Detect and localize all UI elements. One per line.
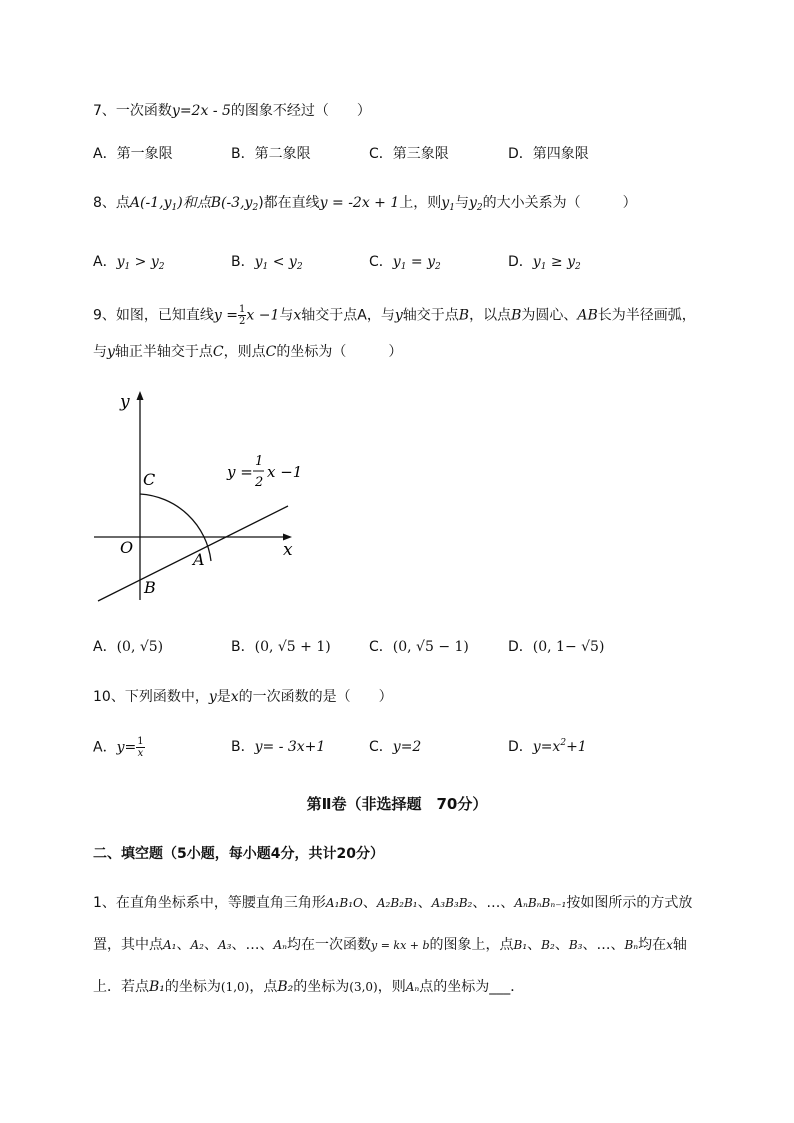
option-op: > (130, 254, 151, 270)
q9-ab: AB (577, 307, 598, 324)
q9-text: ，以点 (469, 307, 512, 324)
option-op: ≥ (546, 254, 568, 270)
q9-rest: x −1 (246, 307, 280, 324)
y-axis-arrow (137, 391, 144, 400)
q7-option-b: B．第二象限 (231, 146, 311, 162)
option-label: D． (508, 254, 533, 270)
option-label: A． (93, 639, 117, 655)
q8-option-a (93, 251, 165, 272)
q10-option-d (508, 736, 587, 756)
option-op: < (268, 254, 289, 270)
section-title: 第Ⅱ卷（非选择题 70分） (306, 795, 488, 813)
option-rhs: y (427, 254, 435, 270)
fraction-denominator: 2 (239, 316, 246, 327)
option-sub: 1 (540, 262, 547, 272)
option-lhs: y (532, 254, 541, 270)
fill1-text: 的坐标为 (164, 979, 221, 995)
fill1-dots: 、…、 (231, 937, 274, 953)
q8-text: 上，则 (399, 195, 442, 211)
point-c-label: C (143, 470, 156, 489)
fill1-text: 的图象上，点 (429, 937, 514, 953)
fill1-math: B₂ (277, 979, 294, 995)
q8-text: 的大小关系为（ ） (482, 195, 637, 211)
fill1-text: 点的坐标为___． (419, 979, 525, 995)
q9-c: C (212, 344, 224, 360)
q8-point-a-sub: 1 (171, 203, 178, 213)
q9-text: ，则点 (223, 344, 266, 360)
fraction-numerator: 1 (239, 304, 246, 315)
fill1-text: 均在 (638, 937, 667, 953)
fill1-text: 按如图所示的方式放 (566, 895, 693, 911)
fill1-text: 均在一次函数 (286, 937, 371, 953)
option-sub: 2 (575, 262, 581, 272)
option-sub: 1 (262, 262, 269, 272)
q7-option-a: A．第一象限 (93, 146, 173, 162)
fill1-text: 的坐标为 (293, 979, 350, 995)
q9-stem-line2 (93, 341, 402, 361)
option-sub: 2 (435, 262, 441, 272)
q8-point-b: B(-3,y (210, 195, 253, 211)
option-value: (0, √5 − 1) (392, 639, 469, 655)
q9-yeq: y = (213, 307, 239, 324)
fill1-function: y = kx + b (370, 939, 430, 952)
q10-text: 是 (216, 689, 231, 705)
fraction-denominator: x (137, 748, 144, 759)
q9-text: 轴交于点 (402, 307, 459, 324)
fill1-math: A₁ (163, 938, 177, 952)
fill1-math: B₃ (568, 938, 583, 952)
fill1-text: ，点 (249, 979, 278, 995)
q9-text: 与 (279, 307, 294, 324)
q8-y1: y (441, 195, 450, 211)
fill1-math: Aₙ (405, 980, 420, 994)
option-label: B． (231, 639, 255, 655)
fill1-line3 (93, 976, 524, 996)
q8-line-expr: y = -2x + 1 (319, 195, 400, 211)
fraction-numerator: 1 (137, 736, 144, 747)
fill1-math: B₁ (513, 938, 528, 952)
equation-denominator: 2 (255, 475, 264, 490)
q9-text: 为圆心、 (521, 307, 578, 324)
fill1-sep: 、 (362, 895, 377, 911)
fill1-x: x (666, 938, 673, 952)
option-fraction (136, 736, 144, 759)
option-label: B． (231, 739, 255, 755)
fill1-coord: (1,0) (220, 980, 250, 994)
option-tail: +1 (566, 739, 587, 755)
q9-b: B (511, 307, 522, 324)
q10-option-c (369, 736, 421, 756)
option-label: B． (231, 254, 255, 270)
q9-text: 与 (93, 344, 107, 360)
q10-y: y (208, 689, 217, 705)
q8-y1-sub: 1 (449, 203, 455, 213)
option-label: A． (93, 254, 117, 270)
q8-text: 与 (454, 195, 469, 211)
option-label: A． (93, 739, 117, 756)
fill1-math: B₁ (149, 979, 165, 995)
option-value: (0, √5) (116, 639, 164, 655)
q7-expr: y=2x - 5 (171, 103, 231, 119)
q9-figure (88, 385, 308, 610)
q9-y: y (394, 307, 403, 324)
q9-text: 的坐标为（ ） (276, 344, 403, 360)
fill1-math: AₙBₙBₙ₋₁ (514, 896, 567, 910)
q8-text: 8、点 (93, 195, 130, 211)
fill1-text: 轴 (672, 937, 687, 953)
fill1-math: Aₙ (273, 938, 287, 952)
q9-option-a (93, 636, 163, 656)
q7-stem (93, 100, 371, 120)
q9-stem-line1 (93, 304, 696, 327)
q10-text: 的一次函数的是（ ） (238, 689, 393, 705)
q10-option-b (231, 736, 325, 756)
fill1-sep: 、 (417, 895, 432, 911)
option-sub: 1 (124, 262, 131, 272)
option-lhs: y (392, 254, 401, 270)
fill1-math: A₃B₃B₂ (431, 896, 473, 910)
q7-prefix: 7、一次函数 (93, 103, 172, 119)
q8-option-d (508, 251, 581, 272)
origin-label: O (120, 538, 134, 557)
q9-x: x (293, 307, 302, 324)
q10-x: x (230, 689, 239, 705)
option-sub: 2 (296, 262, 303, 272)
q10-option-a (93, 736, 145, 759)
option-label: D． (508, 739, 533, 755)
option-rhs: y (150, 254, 159, 270)
point-b-label: B (144, 578, 156, 597)
fill1-dots: 、…、 (582, 937, 625, 953)
y-axis-label: y (120, 392, 130, 412)
equation-numerator: 1 (255, 454, 264, 469)
option-value: (0, 1− √5) (532, 639, 605, 655)
q8-point-b-sub: 2 (252, 203, 259, 213)
q8-option-c (369, 251, 441, 272)
option-label: C． (369, 254, 393, 270)
q9-b: B (458, 307, 470, 324)
q9-c: C (265, 344, 277, 360)
q8-text: )和点 (177, 195, 211, 211)
option-rhs: y (288, 254, 297, 270)
fill1-dots: 、…、 (472, 895, 515, 911)
q7-suffix: 的图象不经过（ ） (230, 103, 371, 119)
fill1-math: B₂ (541, 938, 555, 952)
q9-option-c (369, 636, 469, 656)
fill1-text: 置，其中点 (93, 937, 163, 953)
x-axis-label: x (283, 540, 293, 560)
q9-option-d (508, 636, 604, 656)
q10-text: 10、下列函数中， (93, 689, 209, 705)
option-rhs: y (567, 254, 575, 270)
equation-rest: x −1 (267, 463, 303, 481)
q7-option-d: D．第四象限 (508, 146, 589, 162)
option-value: y=x (532, 739, 561, 755)
section-heading: 二、填空题（5小题，每小题4分，共计20分） (93, 846, 384, 862)
fill1-text: 上．若点 (93, 979, 149, 995)
q8-stem (93, 192, 637, 213)
q8-point-a: A(-1,y (129, 195, 172, 211)
equation-y: y = (227, 463, 253, 481)
fill1-math: A₃ (217, 938, 232, 952)
fill1-text: 1、在直角坐标系中，等腰直角三角形 (93, 895, 326, 911)
q9-text: 轴正半轴交于点 (114, 344, 213, 360)
option-lhs: y (254, 254, 263, 270)
point-a-label: A (193, 550, 205, 569)
fill1-math: A₂ (190, 938, 204, 952)
q8-option-b (231, 251, 303, 272)
option-value: (0, √5 + 1) (254, 639, 331, 655)
q7-option-c: C．第三象限 (369, 146, 449, 162)
option-label: C． (369, 639, 393, 655)
fill1-sep: 、 (203, 937, 218, 953)
fill1-line2 (93, 934, 687, 954)
q8-y2: y (468, 195, 477, 211)
option-label: C． (369, 739, 393, 755)
option-sub: 1 (400, 262, 407, 272)
option-value: y= - 3x+1 (254, 739, 326, 755)
fill1-text: ，则 (377, 979, 406, 995)
q9-text: 长为半径画弧， (597, 307, 696, 324)
option-op: = (406, 254, 428, 270)
option-lhs: y (116, 254, 125, 270)
q9-y: y (107, 344, 115, 360)
fill1-sep: 、 (176, 937, 191, 953)
option-value: y=2 (392, 739, 422, 755)
option-label: D． (508, 639, 533, 655)
option-sub: 2 (158, 262, 165, 272)
option-superscript: 2 (560, 738, 567, 748)
fill1-math: A₁B₁O (325, 896, 363, 910)
fill1-math: A₂B₂B₁ (376, 896, 418, 910)
fill1-math: Bₙ (624, 938, 639, 952)
fill1-coord: (3,0) (349, 980, 378, 994)
q8-text: )都在直线 (258, 195, 320, 211)
fill1-sep: 、 (554, 937, 569, 953)
fill1-sep: 、 (527, 937, 542, 953)
q9-text: 轴交于点A，与 (301, 307, 395, 324)
q10-stem (93, 686, 393, 706)
q9-text: 9、如图，已知直线 (93, 307, 214, 324)
fill1-line1 (93, 892, 692, 912)
q9-option-b (231, 636, 331, 656)
option-lhs: y= (116, 739, 137, 756)
q8-y2-sub: 2 (476, 203, 483, 213)
